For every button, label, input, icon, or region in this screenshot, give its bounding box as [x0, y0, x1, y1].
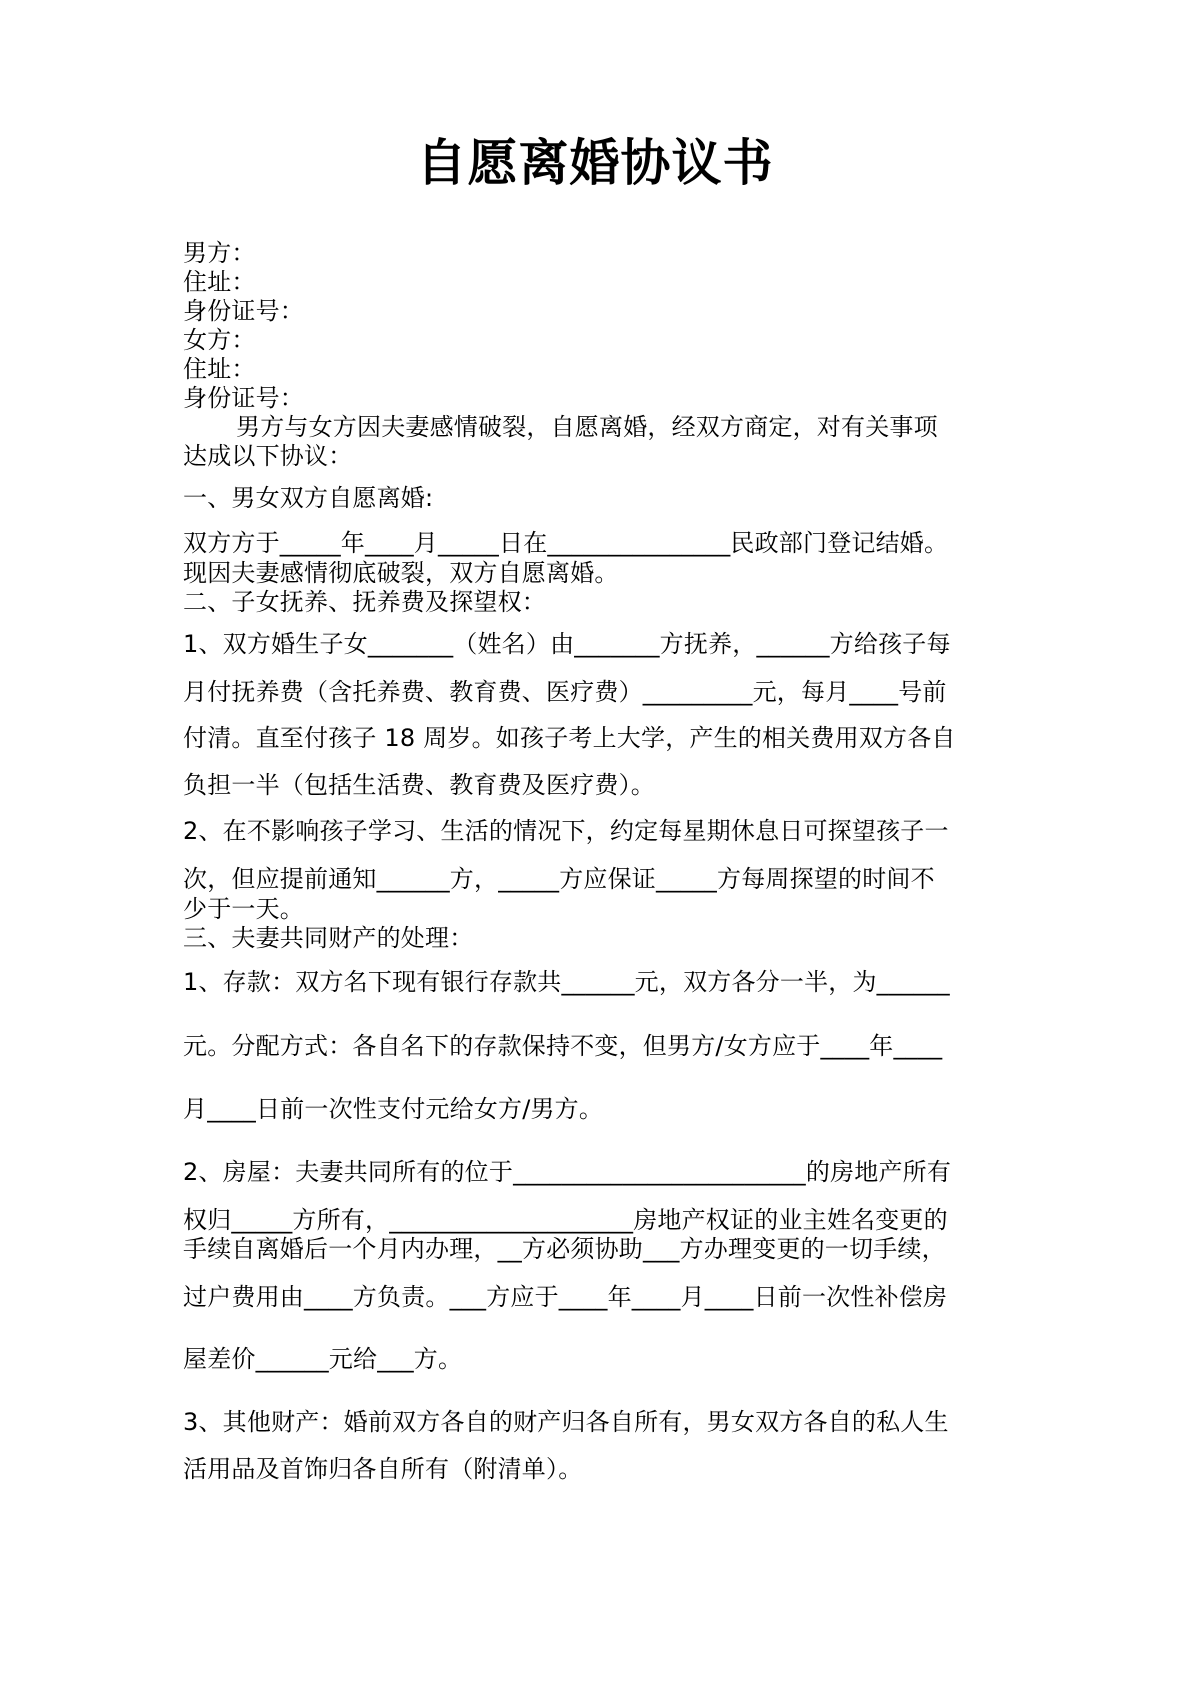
other-property-line-2: 活用品及首饰归各自所有（附清单）。 [183, 1455, 583, 1483]
section-2-item-1-line-2: 月付抚养费（含托养费、教育费、医疗费）_________元，每月____号前 [183, 678, 947, 706]
savings-line-3: 月____日前一次性支付元给女方/男方。 [183, 1095, 604, 1123]
wife-id-line: 身份证号： [183, 384, 304, 412]
husband-address-line: 住址： [183, 268, 256, 296]
wife-name-line: 女方： [183, 326, 256, 354]
section-3-heading: 三、夫妻共同财产的处理： [183, 924, 474, 952]
section-2-item-1-line-3: 付清。直至付孩子 18 周岁。如孩子考上大学，产生的相关费用双方各自 [183, 724, 956, 752]
document-title: 自愿离婚协议书 [416, 134, 774, 192]
section-2-item-2-line-2: 次，但应提前通知______方，_____方应保证_____方每周探望的时间不 [183, 865, 935, 893]
section-2-heading: 二、子女抚养、抚养费及探望权： [183, 588, 546, 616]
savings-line-1: 1、存款：双方名下现有银行存款共______元，双方各分一半，为______ [183, 968, 950, 996]
preamble-line-1: 男方与女方因夫妻感情破裂，自愿离婚，经双方商定，对有关事项 [236, 413, 938, 441]
preamble-line-2: 达成以下协议： [183, 442, 353, 470]
section-2-item-1-line-4: 负担一半（包括生活费、教育费及医疗费）。 [183, 771, 655, 799]
section-2-item-2-line-3: 少于一天。 [183, 895, 304, 923]
savings-line-2: 元。分配方式：各自名下的存款保持不变，但男方/女方应于____年____ [183, 1032, 943, 1060]
wife-address-line: 住址： [183, 355, 256, 383]
house-line-4: 过户费用由____方负责。___方应于____年____月____日前一次性补偿房 [183, 1283, 948, 1311]
other-property-line-1: 3、其他财产：婚前双方各自的财产归各自所有，男女双方各自的私人生 [183, 1408, 949, 1436]
house-line-5: 屋差价______元给___方。 [183, 1345, 463, 1373]
section-1-line-2: 现因夫妻感情彻底破裂，双方自愿离婚。 [183, 559, 619, 587]
section-1-line-1: 双方方于_____年____月_____日在_______________民政部门登记结婚。 [183, 529, 949, 557]
house-line-2: 权归_____方所有，____________________房地产权证的业主姓名变更的 [183, 1206, 948, 1234]
house-line-1: 2、房屋：夫妻共同所有的位于________________________的房地产所有 [183, 1158, 952, 1186]
section-2-item-1-line-1: 1、双方婚生子女_______（姓名）由_______方抚养，______方给孩子每 [183, 630, 951, 658]
house-line-3: 手续自离婚后一个月内办理，__方必须协助___方办理变更的一切手续， [183, 1235, 946, 1263]
section-2-item-2-line-1: 2、在不影响孩子学习、生活的情况下，约定每星期休息日可探望孩子一 [183, 817, 949, 845]
husband-name-line: 男方： [183, 239, 256, 267]
husband-id-line: 身份证号： [183, 297, 304, 325]
section-1-heading: 一、男女双方自愿离婚: [183, 484, 434, 512]
